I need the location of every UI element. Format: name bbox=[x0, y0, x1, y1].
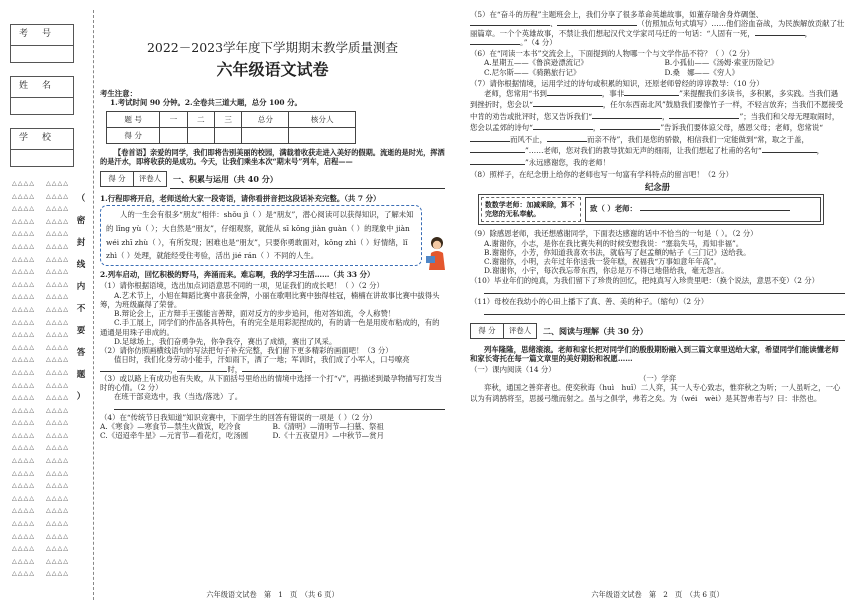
question-2-5-tail: 。”（4 分） bbox=[520, 37, 557, 47]
answer-blank[interactable] bbox=[755, 35, 805, 36]
triangle-row: △△△△ bbox=[46, 318, 70, 326]
question-2-4-option-c: C.《迢迢牵牛星》—元宵节—看花灯，吃汤圆 bbox=[100, 431, 249, 441]
question-2-2-sep: ， bbox=[170, 364, 178, 374]
seal-char: （ bbox=[76, 194, 86, 204]
question-2-1: （1）请你根据语境，选出加点词语意思不同的一项，见证我们的成长吧！（ ）（2 分） bbox=[100, 281, 384, 291]
section1-grader-label: 评卷人 bbox=[138, 174, 162, 184]
triangle-row: △△△△ bbox=[46, 255, 70, 263]
left-page-footer: 六年级语文试卷 第 1 页 （共 6 页） bbox=[206, 590, 339, 599]
question-2-4-option-b: B.《清明》—清明节—扫墓、祭祖 bbox=[272, 421, 384, 431]
question-2-9-option-c: C.谢谢你，小明，去年过年你送我一袋年糕，祝福我“万事如意年年高”。 bbox=[484, 257, 722, 267]
section1-header bbox=[100, 171, 445, 187]
album-answer-area[interactable] bbox=[585, 197, 821, 222]
question-1-head: 1.行程即将开启，老师送给大家一段寄语，请你看拼音把这段话补充完整。（共 7 分） bbox=[100, 194, 381, 204]
seal-char: 不 bbox=[76, 304, 86, 314]
notice-text: 1.考试时间 90 分钟。2.全卷共三道大题，总分 100 分。 bbox=[110, 97, 302, 107]
teacher-icon bbox=[425, 236, 449, 272]
question-2-9: （9）除感恩老师，我还想感谢同学，下面表达感谢的话中不恰当的一句是（ ）。（2 分） bbox=[470, 229, 758, 239]
triangle-row: △△△△ bbox=[12, 457, 36, 465]
triangle-row: △△△△ bbox=[46, 406, 70, 414]
triangle-row: △△△△ bbox=[12, 381, 36, 389]
triangle-row: △△△△ bbox=[46, 268, 70, 276]
triangle-row: △△△△ bbox=[46, 381, 70, 389]
school-label: 学校 bbox=[11, 129, 73, 150]
exam-title: 2022－2023学年度下学期期末教学质量测查 bbox=[146, 40, 399, 55]
question-2-1-option-a: A.艺术节上，小旭在舞蹈比赛中喜获金牌，小丽在歌唱比赛中独得桂冠，楠楠在讲故事比赛中拔得头筹，为班级赢得了荣誉。 bbox=[100, 290, 440, 309]
triangle-row: △△△△ bbox=[46, 570, 70, 578]
question-2-6-options bbox=[484, 58, 845, 77]
answer-blank[interactable] bbox=[547, 141, 587, 142]
score-table-header: 三 bbox=[215, 112, 242, 128]
score-table bbox=[106, 111, 356, 144]
notice-title: 考生注意： bbox=[100, 88, 137, 98]
student-name-box bbox=[10, 76, 74, 115]
student-name-field[interactable] bbox=[11, 98, 73, 114]
score-cell[interactable] bbox=[242, 128, 289, 144]
question-2-4-option-a: A.《寒食》—寒食节—禁生火做饭，吃冷食 bbox=[100, 421, 241, 431]
student-name-label: 姓名 bbox=[11, 77, 73, 98]
triangle-row: △△△△ bbox=[12, 406, 36, 414]
score-cell[interactable] bbox=[215, 128, 242, 144]
question-2-1-option-d: D.足球场上，我们奋勇争先，你争我夺，赛出了成绩，赛出了风采。 bbox=[114, 336, 337, 346]
triangle-row: △△△△ bbox=[12, 494, 36, 502]
question-2-8: （8）照样子，在纪念册上给你的老师也写一句富有学科特点的留言吧！（2 分） bbox=[470, 170, 734, 180]
triangle-row: △△△△ bbox=[46, 431, 70, 439]
triangle-row: △△△△ bbox=[12, 356, 36, 364]
q7-part: ”来提醒我们多读书，多积累，多实践。当我们遇到挫折时，您会以“ bbox=[470, 89, 839, 110]
triangle-row: △△△△ bbox=[12, 205, 36, 213]
section2-rule bbox=[540, 340, 845, 341]
triangle-row: △△△△ bbox=[12, 520, 36, 528]
q7-part: ，事非 bbox=[601, 89, 625, 98]
q7-part: 而亲不待”，我们是您的骄傲，相信我们一定能做到“常，取之于盖， bbox=[586, 134, 809, 144]
seal-char: 要 bbox=[76, 326, 86, 336]
question-2-4-options bbox=[100, 422, 445, 441]
triangle-row: △△△△ bbox=[46, 394, 70, 402]
answer-blank[interactable] bbox=[557, 25, 637, 26]
binding-strip bbox=[0, 0, 92, 607]
q7-part: ”告诉我们要体谅父母，感恩父母；老师，您常说“ bbox=[660, 123, 824, 133]
left-page bbox=[100, 40, 445, 440]
answer-blank[interactable] bbox=[470, 141, 510, 142]
seal-char: 线 bbox=[76, 260, 86, 270]
album-title: 纪念册 bbox=[644, 181, 671, 192]
question-2-2: （2）请你仿照画横线语句的写法把句子补充完整，我们留下更多精彩的画面吧！（3 分） bbox=[100, 346, 393, 356]
section2-score-label: 得 分 bbox=[471, 324, 504, 338]
triangle-row: △△△△ bbox=[46, 444, 70, 452]
section1-rule bbox=[170, 188, 445, 189]
answer-line[interactable] bbox=[114, 409, 445, 410]
triangle-row: △△△△ bbox=[46, 343, 70, 351]
question-2-6-option: D.桑 娜——《穷人》 bbox=[664, 67, 740, 77]
triangle-row: △△△△ bbox=[12, 331, 36, 339]
triangle-row: △△△△ bbox=[12, 557, 36, 565]
triangle-row: △△△△ bbox=[12, 192, 36, 200]
question-2-2-tail: 时， bbox=[227, 364, 243, 374]
seal-char: 封 bbox=[76, 238, 86, 248]
school-box bbox=[10, 128, 74, 167]
section2-grader-label: 评卷人 bbox=[508, 326, 532, 336]
answer-blank[interactable] bbox=[177, 371, 227, 372]
answer-blank[interactable] bbox=[762, 152, 817, 153]
q7-part: ”；当我们和父母无理取闹时，您会以孟郊的诗句“ bbox=[470, 111, 840, 133]
question-2-10: （10）毕业年们的纯真，为我们留下了珍贵的回忆，把纯真写入珍贵里吧：（换个说法，意思不变）（2 分） bbox=[470, 275, 820, 285]
question-2-9-option-a: A.谢谢你，小志，是你在我比赛失利的时候安慰我说：“塞翁失马，焉知非福”。 bbox=[484, 238, 744, 248]
triangle-row: △△△△ bbox=[46, 242, 70, 250]
triangle-row: △△△△ bbox=[46, 368, 70, 376]
question-2-9-option-d: D.谢谢你，小宇，每次我忘带东西，你总是万不得已地借给我，毫无怨言。 bbox=[484, 266, 729, 276]
score-table-header-row bbox=[107, 112, 356, 128]
question-2-7-text: 老师，您常用“书到 ，事非 ”来提醒我们多读书，多积累，多实践。当我们遇到挫折时，您会以“ ，任尔东西南北风”鼓励我们要像竹子一样，不轻言放弃；当我们不愿接受中肯的劝告或批评时，您又告诉我们“ ， ”；当我们和父母无理取闹时，您会以孟郊的诗句“ ， ”告诉我们要体谅父母，感恩父母；老师，您常说“而风不止， 而亲不待”，我们是您的骄傲，相信我们一定能做到“常，取之于盖，”……老师，您对我们的教导犹如无声的细雨，让我们想起了杜甫的名句“ ，”永远感谢您，我的老师！ bbox=[470, 89, 844, 167]
answer-line[interactable] bbox=[484, 293, 845, 294]
question-2-3-text: 在班干部竞选中，我（当选/落选）了。 bbox=[114, 392, 243, 402]
triangle-row: △△△△ bbox=[46, 457, 70, 465]
exam-subtitle: 六年级语文试卷 bbox=[216, 59, 329, 79]
q7-part: ”……老师，您对我们的教导犹如无声的细雨，让我们想起了杜甫的名句“ bbox=[525, 146, 762, 156]
triangle-row: △△△△ bbox=[12, 507, 36, 515]
question-1-passage-box bbox=[100, 205, 422, 266]
score-table-row bbox=[107, 128, 356, 144]
triangle-row: △△△△ bbox=[12, 343, 36, 351]
triangle-row: △△△△ bbox=[12, 305, 36, 313]
triangle-border-right bbox=[46, 178, 69, 581]
answer-blank[interactable] bbox=[533, 106, 603, 107]
triangle-row: △△△△ bbox=[46, 180, 70, 187]
triangle-row: △△△△ bbox=[12, 180, 36, 187]
album-example: 数数学老师：加减乘除，算不完您的无私奉献。 bbox=[481, 197, 581, 222]
question-2-7: （7）请你根据情境，运用学过的诗句或积累的知识，还原老师曾经的谆谆教导：（10 分） bbox=[470, 78, 764, 88]
album-answer-prefix: 致（ ）老师： bbox=[590, 204, 637, 214]
question-2-6: （6）在“同读一本书”交流会上，下面提到的人物哪一个与文学作品不符？（ ）（2 分） bbox=[470, 49, 755, 58]
triangle-row: △△△△ bbox=[46, 507, 70, 515]
triangle-row: △△△△ bbox=[12, 444, 36, 452]
right-page-footer: 六年级语文试卷 第 2 页 （共 6 页） bbox=[591, 590, 724, 599]
triangle-row: △△△△ bbox=[12, 242, 36, 250]
triangle-row: △△△△ bbox=[46, 469, 70, 477]
right-page bbox=[470, 10, 845, 405]
triangle-border-left bbox=[12, 178, 35, 581]
question-2-2-sentence: 值日时，我们化身劳动小能手，汗如雨下，洒了一地；军训时，我们成了小军人，口号嘹亮 bbox=[114, 355, 410, 365]
triangle-row: △△△△ bbox=[12, 230, 36, 238]
triangle-row: △△△△ bbox=[46, 205, 70, 213]
answer-blank[interactable] bbox=[470, 44, 520, 45]
answer-blank[interactable] bbox=[470, 164, 525, 165]
triangle-row: △△△△ bbox=[12, 431, 36, 439]
score-table-header: 题 号 bbox=[107, 112, 160, 128]
score-cell[interactable] bbox=[160, 128, 187, 144]
triangle-row: △△△△ bbox=[46, 482, 70, 490]
seal-char: 内 bbox=[76, 282, 86, 292]
triangle-row: △△△△ bbox=[46, 293, 70, 301]
answer-blank[interactable] bbox=[640, 210, 790, 211]
reading1-head: （一）课内阅读（14 分） bbox=[470, 364, 556, 374]
question-2-4: （4）在“传统节日我知道”知识竞赛中，下面学生的回答有错误的一项是（ ）（2 分） bbox=[100, 412, 377, 422]
answer-blank[interactable] bbox=[600, 129, 660, 130]
triangle-row: △△△△ bbox=[46, 356, 70, 364]
answer-blank[interactable] bbox=[533, 129, 593, 130]
q7-part: ”永远感谢您，我的老师！ bbox=[525, 157, 611, 167]
seal-char: 题 bbox=[76, 370, 86, 380]
question-2-3: （3）或以路上有成功也有失败，从下面括号里给出的情境中选择一个打“√”，再描述到最孕物描写打发当时的心情。（2 分） bbox=[100, 373, 443, 393]
q7-part: 而风不止， bbox=[510, 134, 547, 144]
triangle-row: △△△△ bbox=[46, 230, 70, 238]
question-2-5-cont: 、 （仿照加点句式填写）……他们浴血奋战，为民族解放贡献了壮丽篇章。一个个英雄故事，不禁让我们想起汉代文学家司马迁的一句话：“人固有一死， ，。”（4 分） bbox=[470, 19, 845, 47]
triangle-row: △△△△ bbox=[46, 545, 70, 553]
seal-line-notice bbox=[74, 188, 88, 408]
section2-title: 二、阅读与理解（共 30 分） bbox=[543, 326, 648, 337]
triangle-row: △△△△ bbox=[12, 293, 36, 301]
section2-intro: 列车隆隆，思绪滚滚。老师和家长把对同学们的殷殷期盼融入到三篇文章里送给大家，希望同学们能读懂老师和家长寄托在每一篇文章里的美好期盼和祝愿…… bbox=[470, 345, 839, 364]
question-2-11: （11）母校在我幼小的心田上播下了真、善、美的种子。（缩句）（2 分） bbox=[470, 296, 709, 306]
answer-blank[interactable] bbox=[624, 95, 679, 96]
answer-blank[interactable] bbox=[242, 371, 302, 372]
triangle-row: △△△△ bbox=[46, 557, 70, 565]
triangle-row: △△△△ bbox=[46, 331, 70, 339]
q7-part: ，任尔东西南北风”鼓励我们要像竹子一样，不轻言放弃；当我们不愿接受中肯的劝告或批评时，您又告诉我们“ bbox=[470, 100, 844, 121]
score-cell[interactable] bbox=[289, 128, 356, 144]
exam-number-box bbox=[10, 24, 74, 63]
triangle-row: △△△△ bbox=[46, 280, 70, 288]
triangle-row: △△△△ bbox=[46, 192, 70, 200]
seal-char: 密 bbox=[76, 216, 86, 226]
answer-blank[interactable] bbox=[470, 25, 550, 26]
school-field[interactable] bbox=[11, 150, 73, 166]
question-2-4-option-d: D.《十五夜望月》—中秋节—赏月 bbox=[272, 431, 384, 441]
triangle-row: △△△△ bbox=[12, 545, 36, 553]
exam-number-field[interactable] bbox=[11, 46, 73, 62]
question-2-5-text: （仿照加点句式填写）……他们浴血奋战，为民族解放贡献了壮丽篇章。一个个英雄故事，不禁让我们想起汉代文学家司马迁的一句话：“人固有一死， bbox=[470, 19, 845, 38]
question-2-2-text bbox=[100, 355, 445, 374]
seal-char: 答 bbox=[76, 348, 86, 358]
triangle-row: △△△△ bbox=[12, 217, 36, 225]
triangle-row: △△△△ bbox=[46, 520, 70, 528]
triangle-row: △△△△ bbox=[12, 268, 36, 276]
question-1-area bbox=[100, 205, 445, 266]
section2-score-box bbox=[470, 323, 537, 339]
seal-char: ） bbox=[76, 392, 86, 402]
answer-blank[interactable] bbox=[592, 118, 662, 119]
section1-title: 一、积累与运用（共 40 分） bbox=[173, 174, 278, 185]
exam-number-label: 考号 bbox=[11, 25, 73, 46]
section1-score-box bbox=[100, 171, 167, 187]
triangle-row: △△△△ bbox=[12, 482, 36, 490]
score-table-header: 核分人 bbox=[289, 112, 356, 128]
triangle-row: △△△△ bbox=[12, 419, 36, 427]
question-2-6-option: B.小孤仙——《汤姆·索亚历险记》 bbox=[664, 58, 779, 68]
triangle-row: △△△△ bbox=[46, 494, 70, 502]
triangle-row: △△△△ bbox=[12, 318, 36, 326]
question-2-5-sep: 、 bbox=[550, 19, 558, 29]
triangle-row: △△△△ bbox=[12, 368, 36, 376]
answer-blank[interactable] bbox=[470, 152, 525, 153]
answer-line[interactable] bbox=[484, 314, 845, 315]
triangle-row: △△△△ bbox=[46, 217, 70, 225]
question-2-9-option-b: B.谢谢你，小芳，你知道我喜欢书法，就临写了赵孟頫的帖子《三门记》送给我。 bbox=[484, 247, 751, 257]
triangle-row: △△△△ bbox=[12, 532, 36, 540]
section1-score-label: 得 分 bbox=[101, 172, 134, 186]
preface: 【卷首语】亲爱的同学，我们即将告别美丽的校园，满载着收获走进入美好的假期。流逝的是时光，挥洒的是汗水，即将收获的是成功。今天，让我们乘坐本次“期末号”列车，启程—— bbox=[100, 148, 445, 167]
question-2-6-option: A.星期五——《鲁滨逊漂流记》 bbox=[484, 58, 588, 68]
memory-album-card bbox=[478, 194, 824, 225]
question-1-passage: 人的一生会有很多“朋友”相伴：shǒu jì（ ）是“朋友”，潜心阅读可以获得知识，了解未知的 lǐng yù（ ）；大自然是“朋友”，仔细观察，就能从 sī kōng jiàn guàn（ ）的现象中 jiàn wéi zhī zhù（ ），有所发现；困难也是“朋友”，只要你勇敢面对，kǒng zhì（ ）好情绪，lǐ zhì（ ）处理，就能经受住考验，活出 jié rán（ ）不同的人生。 bbox=[106, 210, 414, 261]
answer-blank[interactable] bbox=[547, 95, 602, 96]
question-2-head: 2.列车启动，回忆积极的野马，奔涌而来。难忘啊，我的学习生活……（共 33 分） bbox=[100, 270, 375, 280]
reading1-title: （一）学弈 bbox=[639, 373, 676, 383]
score-table-header: 二 bbox=[187, 112, 214, 128]
q7-part: 老师，您常用“书到 bbox=[484, 89, 547, 98]
triangle-row: △△△△ bbox=[12, 280, 36, 288]
section2-header bbox=[470, 323, 845, 339]
answer-blank[interactable] bbox=[669, 118, 739, 119]
triangle-row: △△△△ bbox=[12, 469, 36, 477]
seal-dashed-line bbox=[93, 10, 94, 600]
triangle-row: △△△△ bbox=[46, 305, 70, 313]
score-cell[interactable] bbox=[187, 128, 214, 144]
triangle-row: △△△△ bbox=[46, 419, 70, 427]
score-row-label: 得 分 bbox=[107, 128, 160, 144]
score-table-header: 一 bbox=[160, 112, 187, 128]
score-table-header: 总分 bbox=[242, 112, 289, 128]
question-2-1-option-b: B.辩论会上，正方辩手王强能言善辩，面对反方的步步追问，他对答如流，令人称赞！ bbox=[114, 309, 396, 319]
triangle-row: △△△△ bbox=[12, 394, 36, 402]
q7-part: ， bbox=[816, 146, 825, 156]
triangle-row: △△△△ bbox=[46, 532, 70, 540]
reading1-text: 弈秋，通国之善弈者也。使奕秋诲（huì huǐ）二人弈，其一人专心致志，惟弈秋之为听；一人虽听之，一心以为有鸿鹄将至，思援弓缴而射之。虽与之俱学，弗若之矣。为（wéi wèi）是其智弗若与？曰：非然也。 bbox=[470, 383, 841, 403]
triangle-row: △△△△ bbox=[12, 255, 36, 263]
triangle-row: △△△△ bbox=[12, 570, 36, 578]
question-2-6-option: C.尼尔斯——《骑鹅旅行记》 bbox=[484, 67, 581, 77]
question-2-5: （5）在“奋斗的历程”主题班会上，我们分享了很多革命英雄故事，如董存瑞舍身炸碉堡、 bbox=[470, 10, 764, 19]
answer-blank[interactable] bbox=[100, 371, 170, 372]
question-2-1-option-c: C.手工展上，同学们的作品各具特色，有的完全是用彩泥捏成的，有的请一色是用废布粘成的，有的通通是用珠子串成的。 bbox=[100, 318, 440, 337]
